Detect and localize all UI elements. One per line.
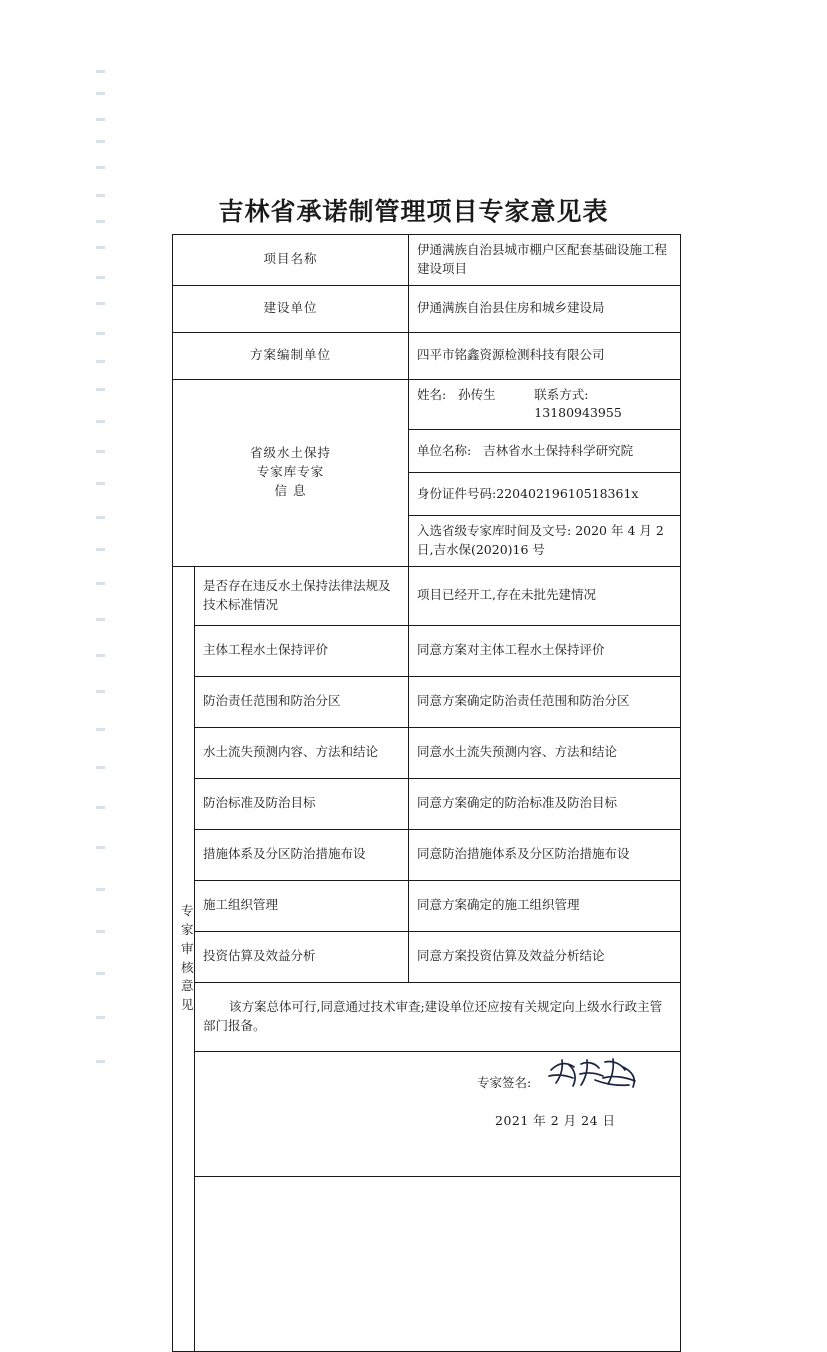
expert-unit-label: 单位名称: bbox=[417, 442, 472, 458]
table-row-review-2 bbox=[173, 625, 681, 676]
review-question: 投资估算及效益分析 bbox=[195, 931, 409, 982]
table-row-review-6 bbox=[173, 829, 681, 880]
table-row-expert-name bbox=[173, 379, 681, 430]
review-answer: 同意水土流失预测内容、方法和结论 bbox=[409, 727, 681, 778]
blank-area bbox=[195, 1176, 681, 1351]
expert-info-label bbox=[173, 379, 409, 566]
table-row-review-8 bbox=[173, 931, 681, 982]
signature-block bbox=[195, 1051, 681, 1176]
review-label-char-5: 意 bbox=[181, 978, 195, 994]
table-row bbox=[173, 235, 681, 286]
review-label-char-6: 见 bbox=[181, 997, 195, 1012]
expert-name-value: 孙传生 bbox=[458, 386, 496, 402]
expert-contact-value: 13180943955 bbox=[534, 405, 622, 421]
review-answer: 同意方案投资估算及效益分析结论 bbox=[409, 931, 681, 982]
table-row-review-4 bbox=[173, 727, 681, 778]
review-answer: 同意方案确定防治责任范围和防治分区 bbox=[409, 676, 681, 727]
expert-label-line-1: 省级水土保持 bbox=[249, 445, 331, 461]
review-label bbox=[173, 566, 195, 1351]
review-label-char-1: 专 bbox=[181, 903, 195, 919]
review-label-char-4: 核 bbox=[181, 959, 195, 975]
review-answer: 同意方案确定的防治标准及防治目标 bbox=[409, 778, 681, 829]
table-row-spacer bbox=[173, 1176, 681, 1351]
expert-name-label: 姓名: bbox=[417, 386, 447, 402]
table-row-review-7 bbox=[173, 880, 681, 931]
handwritten-signature bbox=[547, 1056, 643, 1090]
expert-selected-label: 入选省级专家库时间及文号: bbox=[417, 523, 572, 538]
expert-opinion-table bbox=[172, 234, 681, 1352]
row-value-project-name: 伊通满族自治县城市棚户区配套基础设施工程建设项目 bbox=[409, 235, 681, 286]
page-title: 吉林省承诺制管理项目专家意见表 bbox=[218, 197, 609, 226]
review-question: 是否存在违反水土保持法律法规及技术标准情况 bbox=[195, 566, 409, 625]
expert-unit-value: 吉林省水土保持科学研究院 bbox=[483, 442, 634, 458]
table-row-signature bbox=[173, 1051, 681, 1176]
review-question: 主体工程水土保持评价 bbox=[195, 625, 409, 676]
table-row bbox=[173, 332, 681, 379]
review-question: 防治标准及防治目标 bbox=[195, 778, 409, 829]
expert-contact-label: 联系方式: bbox=[534, 386, 589, 402]
review-answer: 同意防治措施体系及分区防治措施布设 bbox=[409, 829, 681, 880]
row-label-project-name: 项目名称 bbox=[173, 235, 409, 286]
review-question: 防治责任范围和防治分区 bbox=[195, 676, 409, 727]
table-row bbox=[173, 285, 681, 332]
review-answer: 项目已经开工,存在未批先建情况 bbox=[409, 566, 681, 625]
expert-selected-cell bbox=[409, 516, 681, 567]
table-row-conclusion bbox=[173, 982, 681, 1051]
review-label-char-3: 审 bbox=[181, 940, 195, 956]
expert-label-line-2: 专家库专家 bbox=[256, 464, 325, 480]
review-answer: 同意方案确定的施工组织管理 bbox=[409, 880, 681, 931]
signature-date: 2021 年 2 月 24 日 bbox=[495, 1112, 616, 1128]
table-row-review-1 bbox=[173, 566, 681, 625]
review-answer: 同意方案对主体工程水土保持评价 bbox=[409, 625, 681, 676]
expert-name-cell bbox=[409, 379, 681, 430]
table-row-review-5 bbox=[173, 778, 681, 829]
row-value-plan-unit: 四平市铭鑫资源检测科技有限公司 bbox=[409, 332, 681, 379]
expert-unit-cell bbox=[409, 430, 681, 473]
signature-label: 专家签名: bbox=[477, 1074, 532, 1090]
row-label-plan-unit: 方案编制单位 bbox=[173, 332, 409, 379]
expert-label-line-3: 信 息 bbox=[274, 482, 307, 498]
table-row-review-3 bbox=[173, 676, 681, 727]
row-value-construction-unit: 伊通满族自治县住房和城乡建设局 bbox=[409, 285, 681, 332]
row-label-construction-unit: 建设单位 bbox=[173, 285, 409, 332]
review-label-char-2: 家 bbox=[181, 922, 195, 937]
expert-id-value: 22040219610518361x bbox=[496, 485, 639, 501]
review-question: 措施体系及分区防治措施布设 bbox=[195, 829, 409, 880]
review-question: 水土流失预测内容、方法和结论 bbox=[195, 727, 409, 778]
review-question: 施工组织管理 bbox=[195, 880, 409, 931]
expert-selected-value: 2020 年 4 月 2 日,吉水保(2020)16 号 bbox=[417, 523, 664, 557]
review-conclusion: 该方案总体可行,同意通过技术审查;建设单位还应按有关规定向上级水行政主管部门报备。 bbox=[195, 982, 681, 1051]
expert-id-label: 身份证件号码: bbox=[417, 485, 497, 501]
expert-id-cell bbox=[409, 473, 681, 516]
